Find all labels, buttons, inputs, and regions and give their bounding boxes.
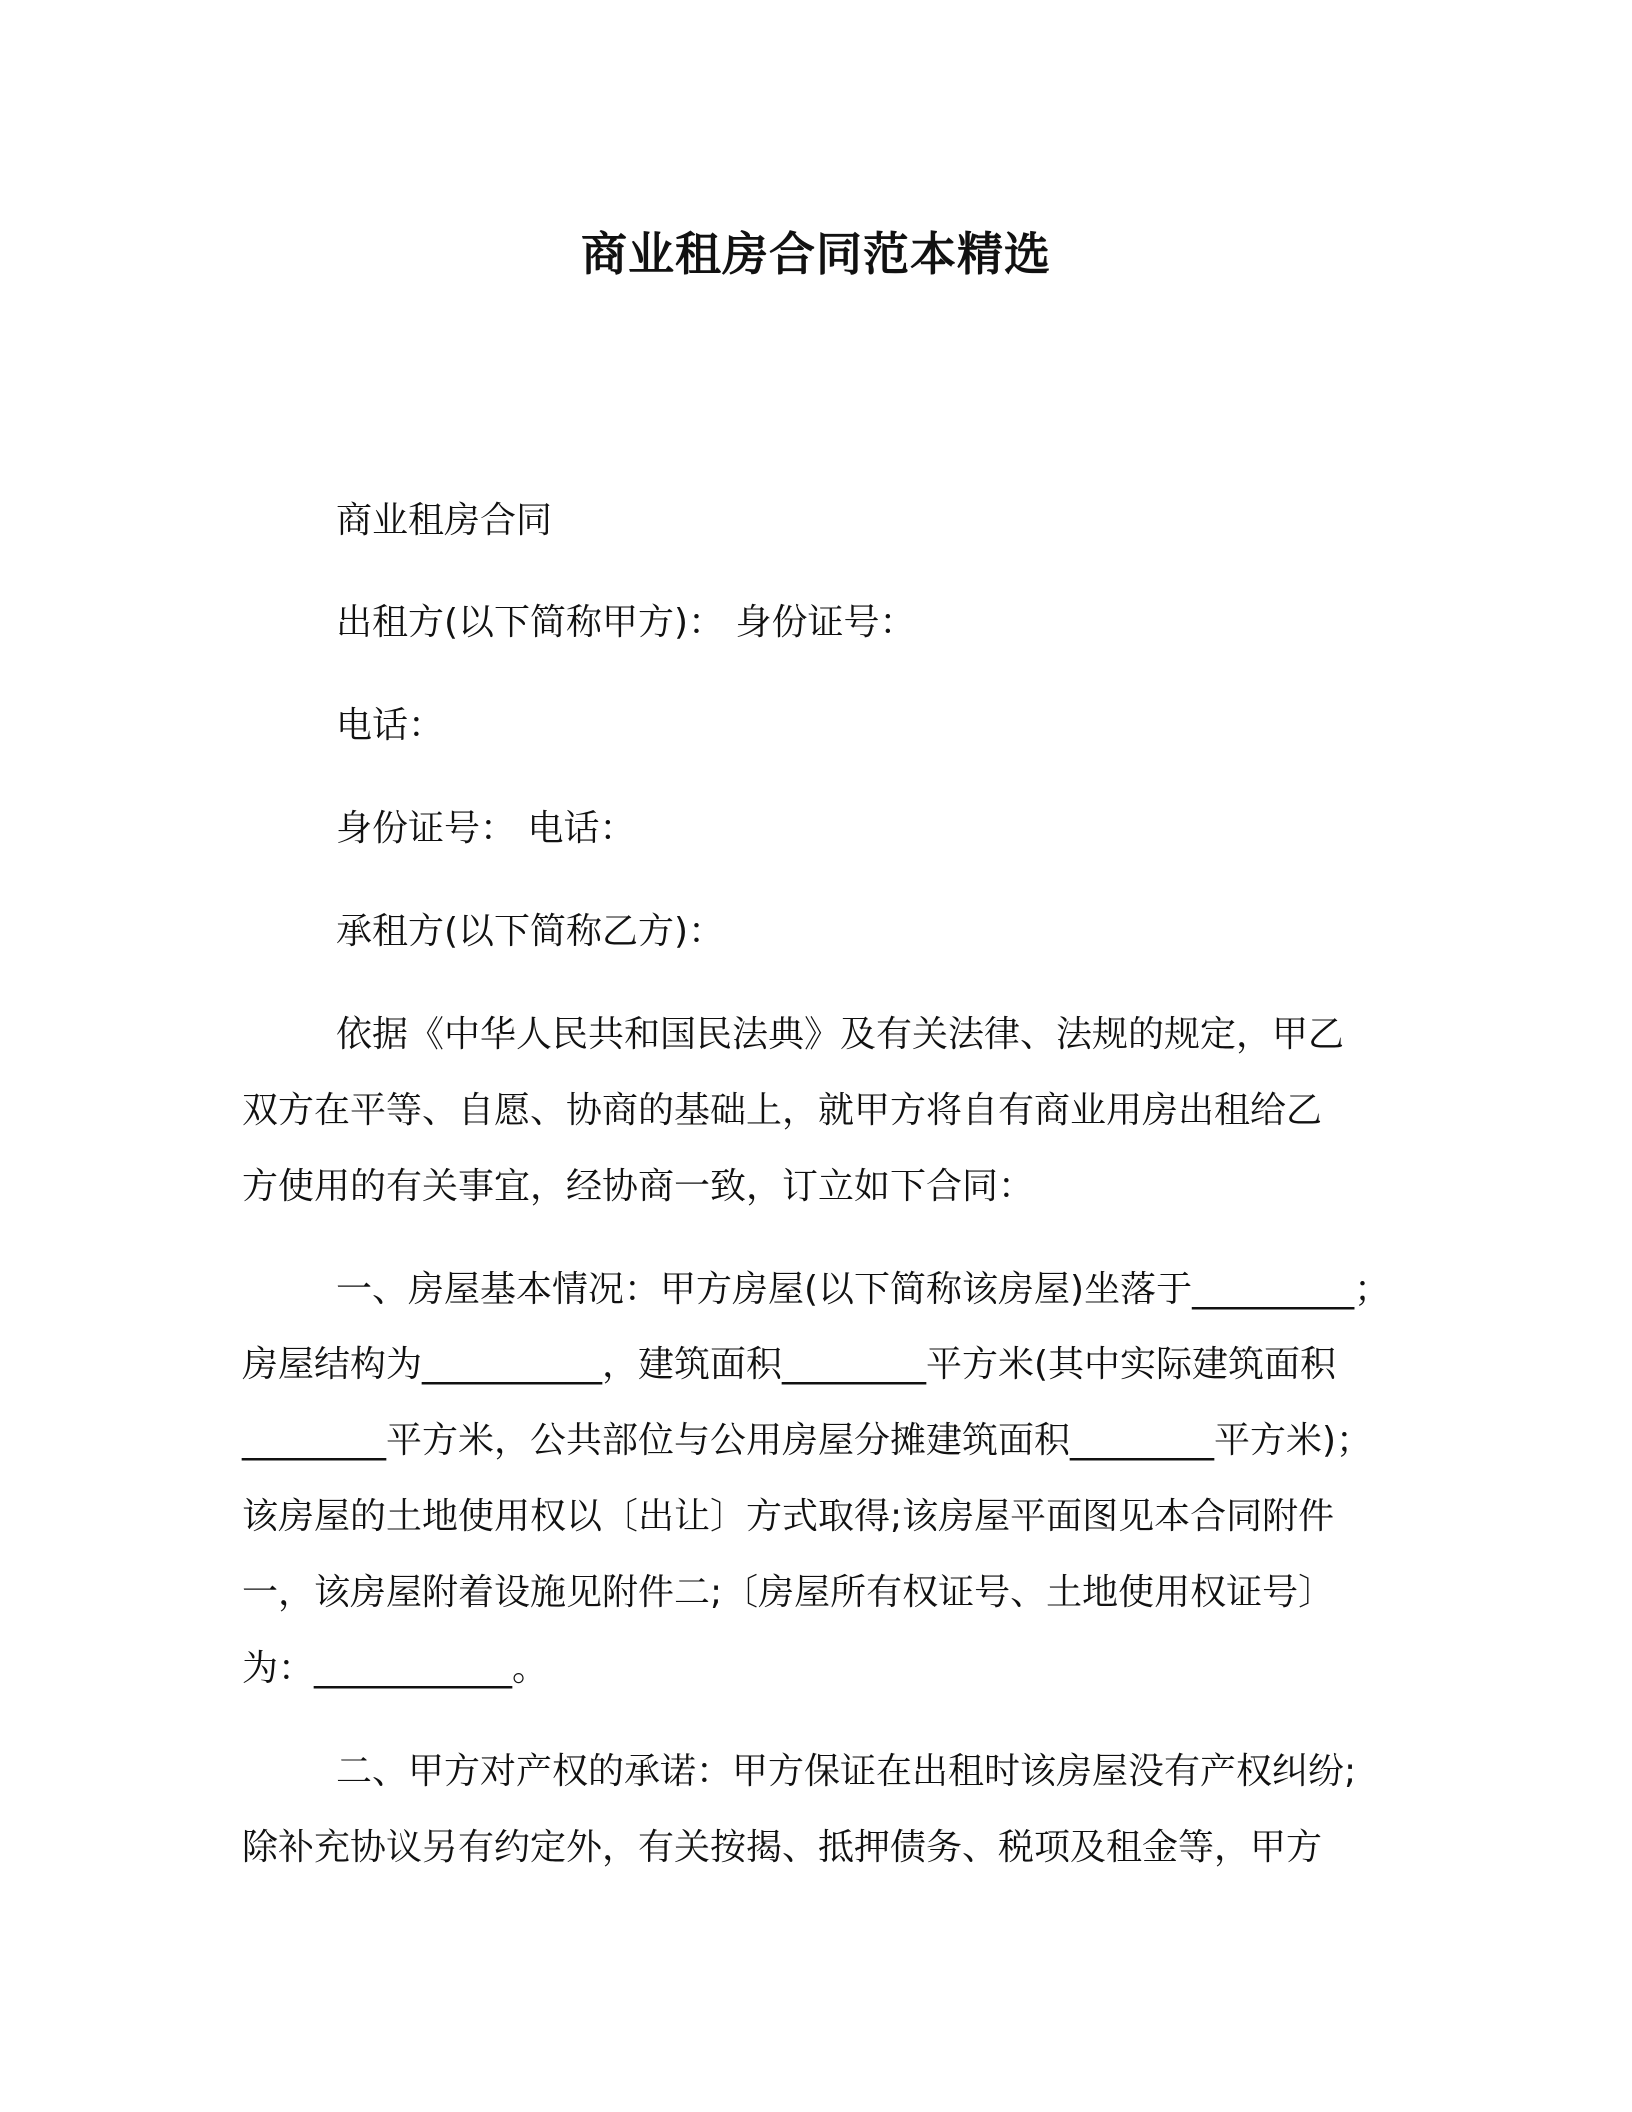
- lessor-line: 出租方(以下简称甲方)： 身份证号：: [336, 602, 916, 643]
- clause-1-line-1: 一、房屋基本情况：甲方房屋(以下简称该房屋)坐落于_________；: [336, 1269, 1391, 1310]
- id-phone-line: 身份证号： 电话：: [336, 808, 636, 849]
- clause-2-line-1: 二、甲方对产权的承诺：甲方保证在出租时该房屋没有产权纠纷;: [336, 1751, 1357, 1792]
- contract-heading: 商业租房合同: [336, 500, 553, 541]
- clause-1-line-2: 房屋结构为__________，建筑面积________平方米(其中实际建筑面积: [242, 1344, 1337, 1385]
- preamble-line-2: 双方在平等、自愿、协商的基础上，就甲方将自有商业用房出租给乙: [242, 1090, 1323, 1131]
- document-title: 商业租房合同范本精选: [581, 227, 1051, 281]
- clause-1-line-3: ________平方米，公共部位与公用房屋分摊建筑面积________平方米)；: [242, 1420, 1373, 1461]
- clause-2-line-2: 除补充协议另有约定外，有关按揭、抵押债务、税项及租金等，甲方: [242, 1827, 1323, 1868]
- clause-1-line-4: 该房屋的土地使用权以〔出让〕方式取得;该房屋平面图见本合同附件: [242, 1496, 1335, 1537]
- lessee-line: 承租方(以下简称乙方)：: [336, 911, 725, 952]
- preamble-line-1: 依据《中华人民共和国民法典》及有关法律、法规的规定，甲乙: [336, 1014, 1345, 1055]
- preamble-line-3: 方使用的有关事宜，经协商一致，订立如下合同：: [242, 1166, 1035, 1207]
- clause-1-line-6: 为：___________。: [242, 1648, 549, 1689]
- clause-1-line-5: 一，该房屋附着设施见附件二;〔房屋所有权证号、土地使用权证号〕: [242, 1572, 1335, 1613]
- phone-line: 电话：: [336, 705, 445, 746]
